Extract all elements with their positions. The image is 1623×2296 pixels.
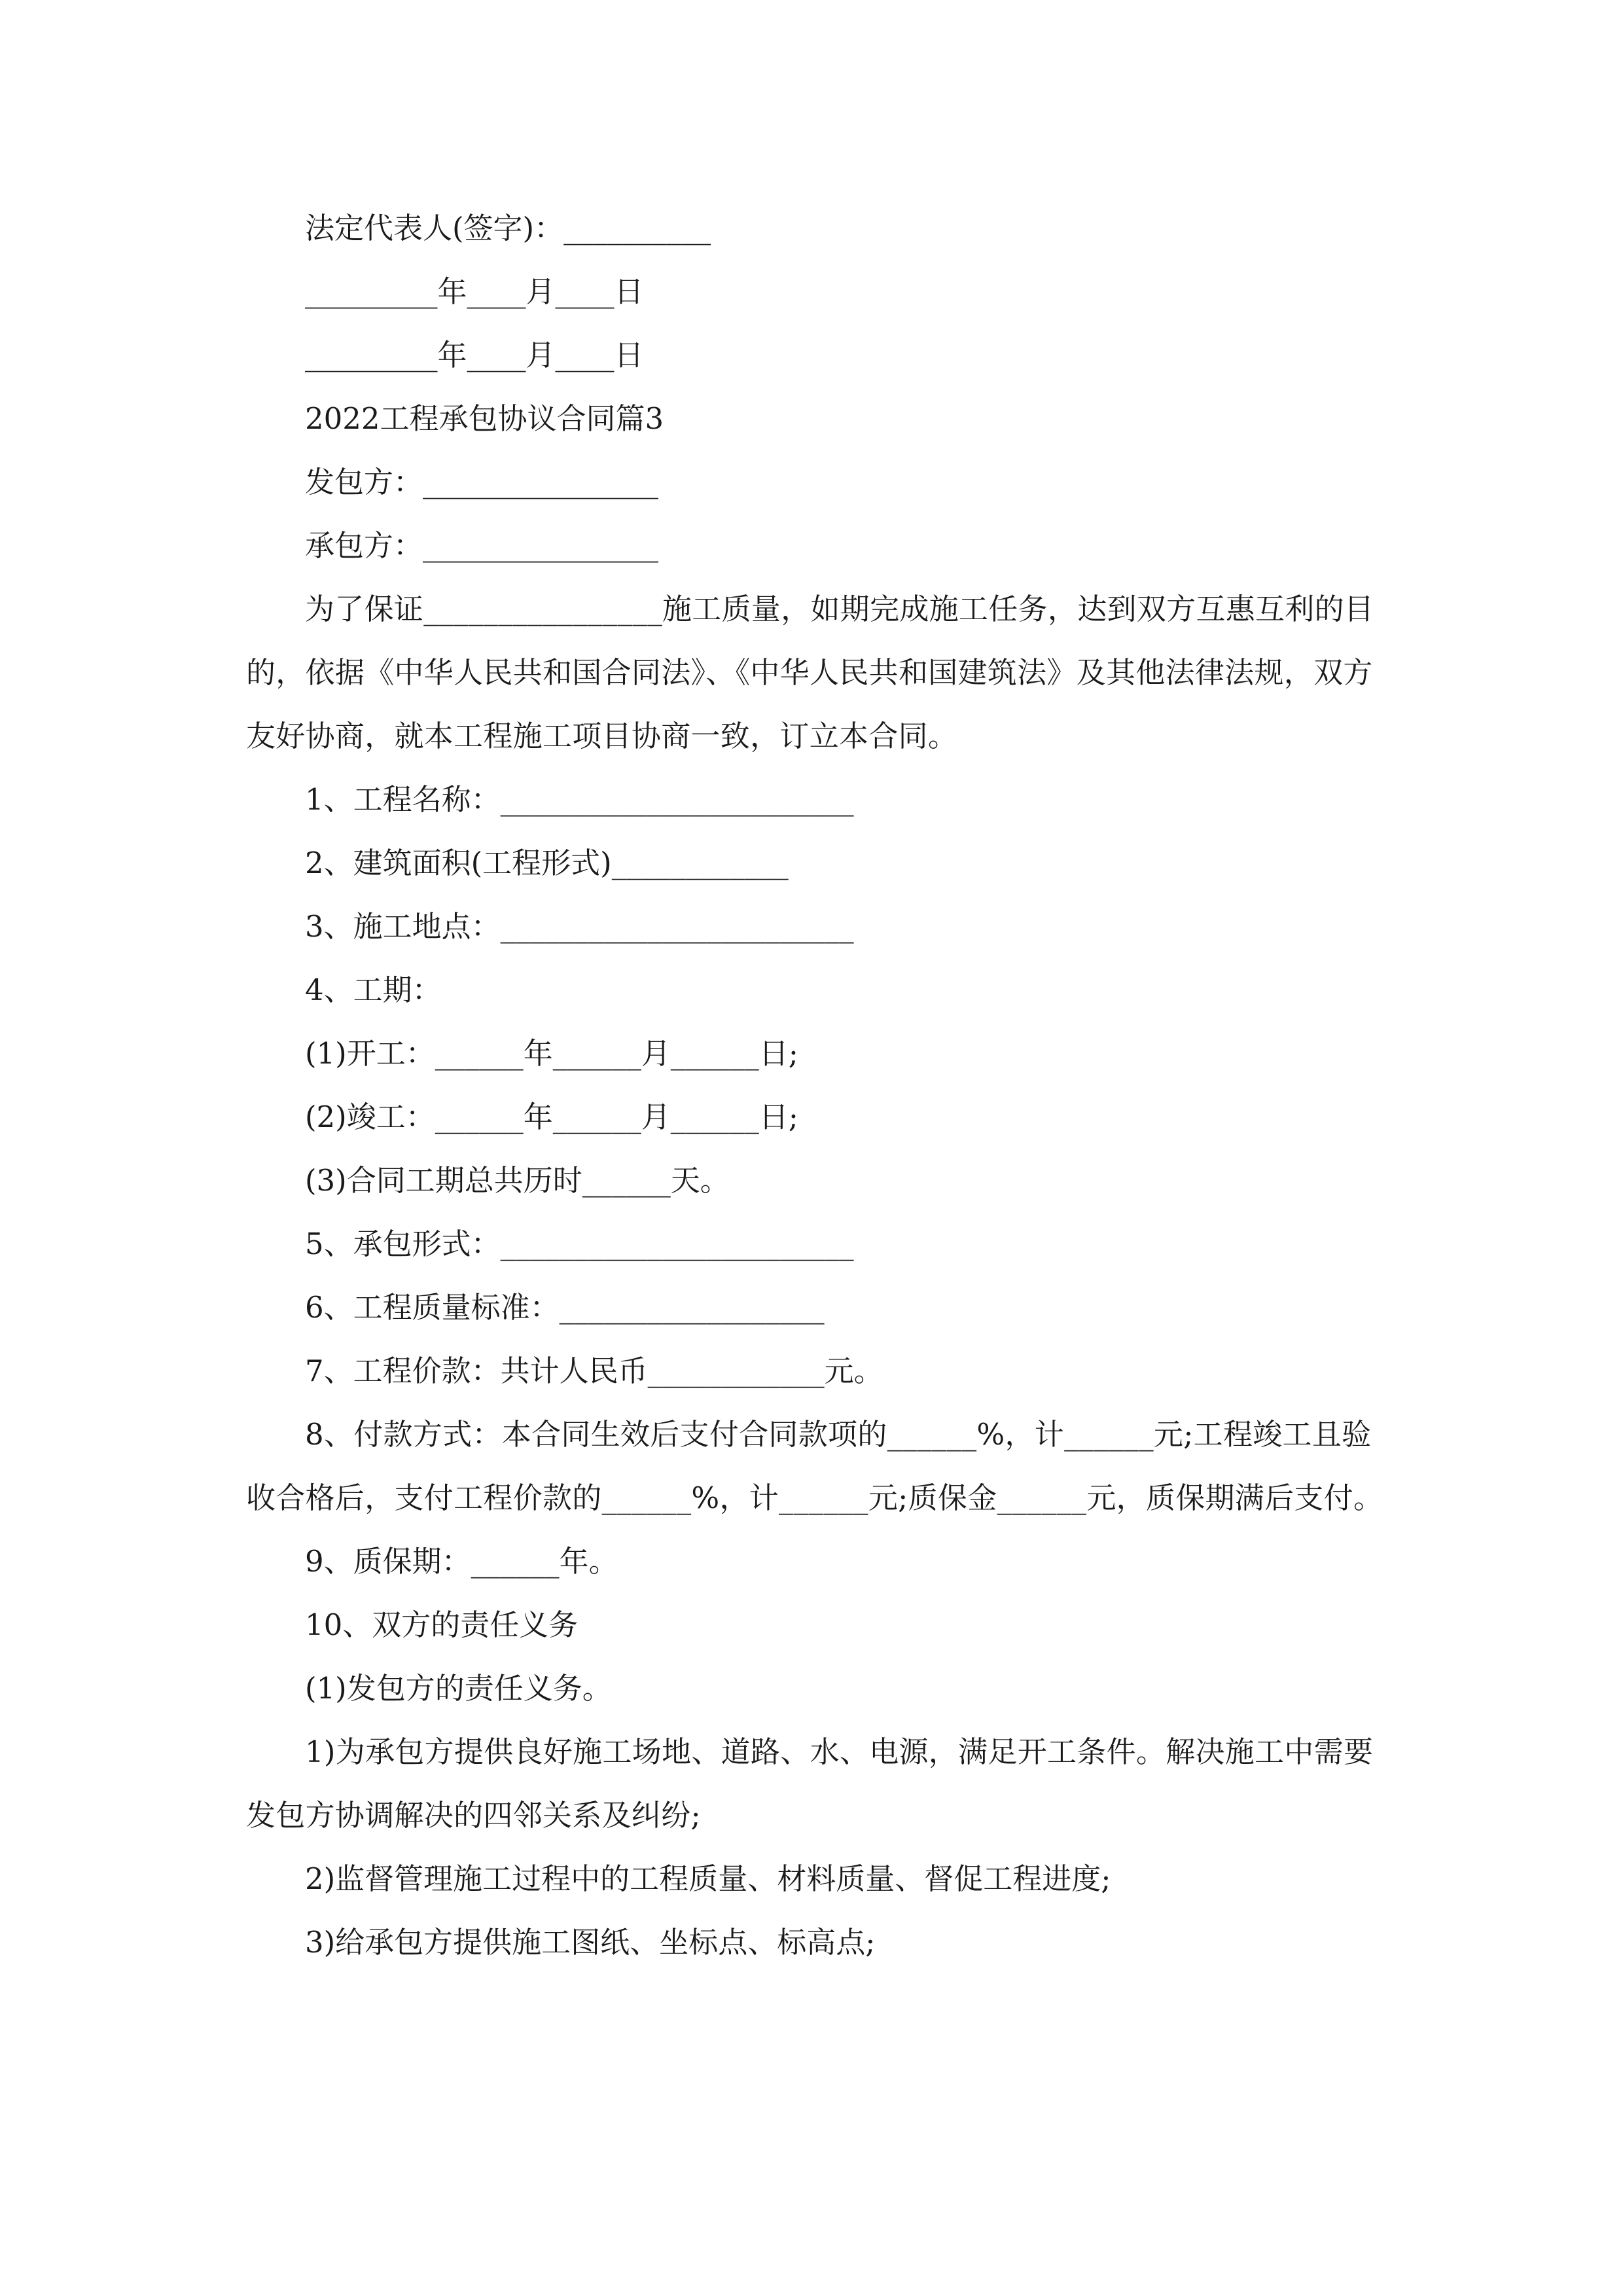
employer-duty-1: 1)为承包方提供良好施工场地、道路、水、电源，满足开工条件。解决施工中需要发包方协调解决的四邻关系及纠纷; — [246, 1734, 1374, 1833]
date-line-2: _________年____月____日 — [305, 338, 644, 372]
employer-duty-3: 3)给承包方提供施工图纸、坐标点、标高点; — [305, 1925, 876, 1960]
clause-schedule-completion: (2)竣工：______年______月______日; — [305, 1100, 798, 1134]
employer-duty-2: 2)监督管理施工过程中的工程质量、材料质量、督促工程进度; — [305, 1861, 1111, 1896]
clause-contract-form: 5、承包形式：________________________ — [305, 1227, 854, 1261]
preamble-paragraph: 为了保证________________施工质量，如期完成施工任务，达到双方互惠互利的目的，依据《中华人民共和国合同法》、《中华人民共和国建筑法》及其他法律法规，双方友好协商，就本工程施工项目协商一致，订立本合同。 — [246, 592, 1374, 753]
clause-schedule-start: (1)开工：______年______月______日; — [305, 1036, 798, 1071]
clause-schedule: 4、工期： — [305, 973, 442, 1007]
clause-payment-method: 8、付款方式：本合同生效后支付合同款项的______%，计______元;工程竣工且验收合格后，支付工程价款的______%，计______元;质保金______元，质保期满后支付。 — [246, 1417, 1383, 1515]
date-line-1: _________年____月____日 — [305, 274, 644, 309]
employer-line: 发包方：________________ — [305, 465, 659, 499]
section-title: 2022工程承包协议合同篇3 — [305, 401, 664, 436]
clause-warranty-period: 9、质保期：______年。 — [305, 1544, 618, 1579]
clause-responsibilities: 10、双方的责任义务 — [305, 1607, 579, 1642]
clause-schedule-duration: (3)合同工期总共历时______天。 — [305, 1163, 730, 1198]
clause-project-name: 1、工程名称：________________________ — [305, 782, 854, 817]
clause-quality-standard: 6、工程质量标准：__________________ — [305, 1290, 825, 1325]
clause-building-area: 2、建筑面积(工程形式)____________ — [305, 846, 789, 880]
clause-employer-responsibilities: (1)发包方的责任义务。 — [305, 1671, 612, 1706]
document-body — [246, 196, 1385, 1974]
contractor-line: 承包方：________________ — [305, 528, 659, 563]
clause-construction-site: 3、施工地点：________________________ — [305, 909, 854, 944]
clause-contract-price: 7、工程价款：共计人民币____________元。 — [305, 1354, 883, 1388]
legal-representative-signature-line: 法定代表人(签字)：__________ — [305, 211, 711, 245]
